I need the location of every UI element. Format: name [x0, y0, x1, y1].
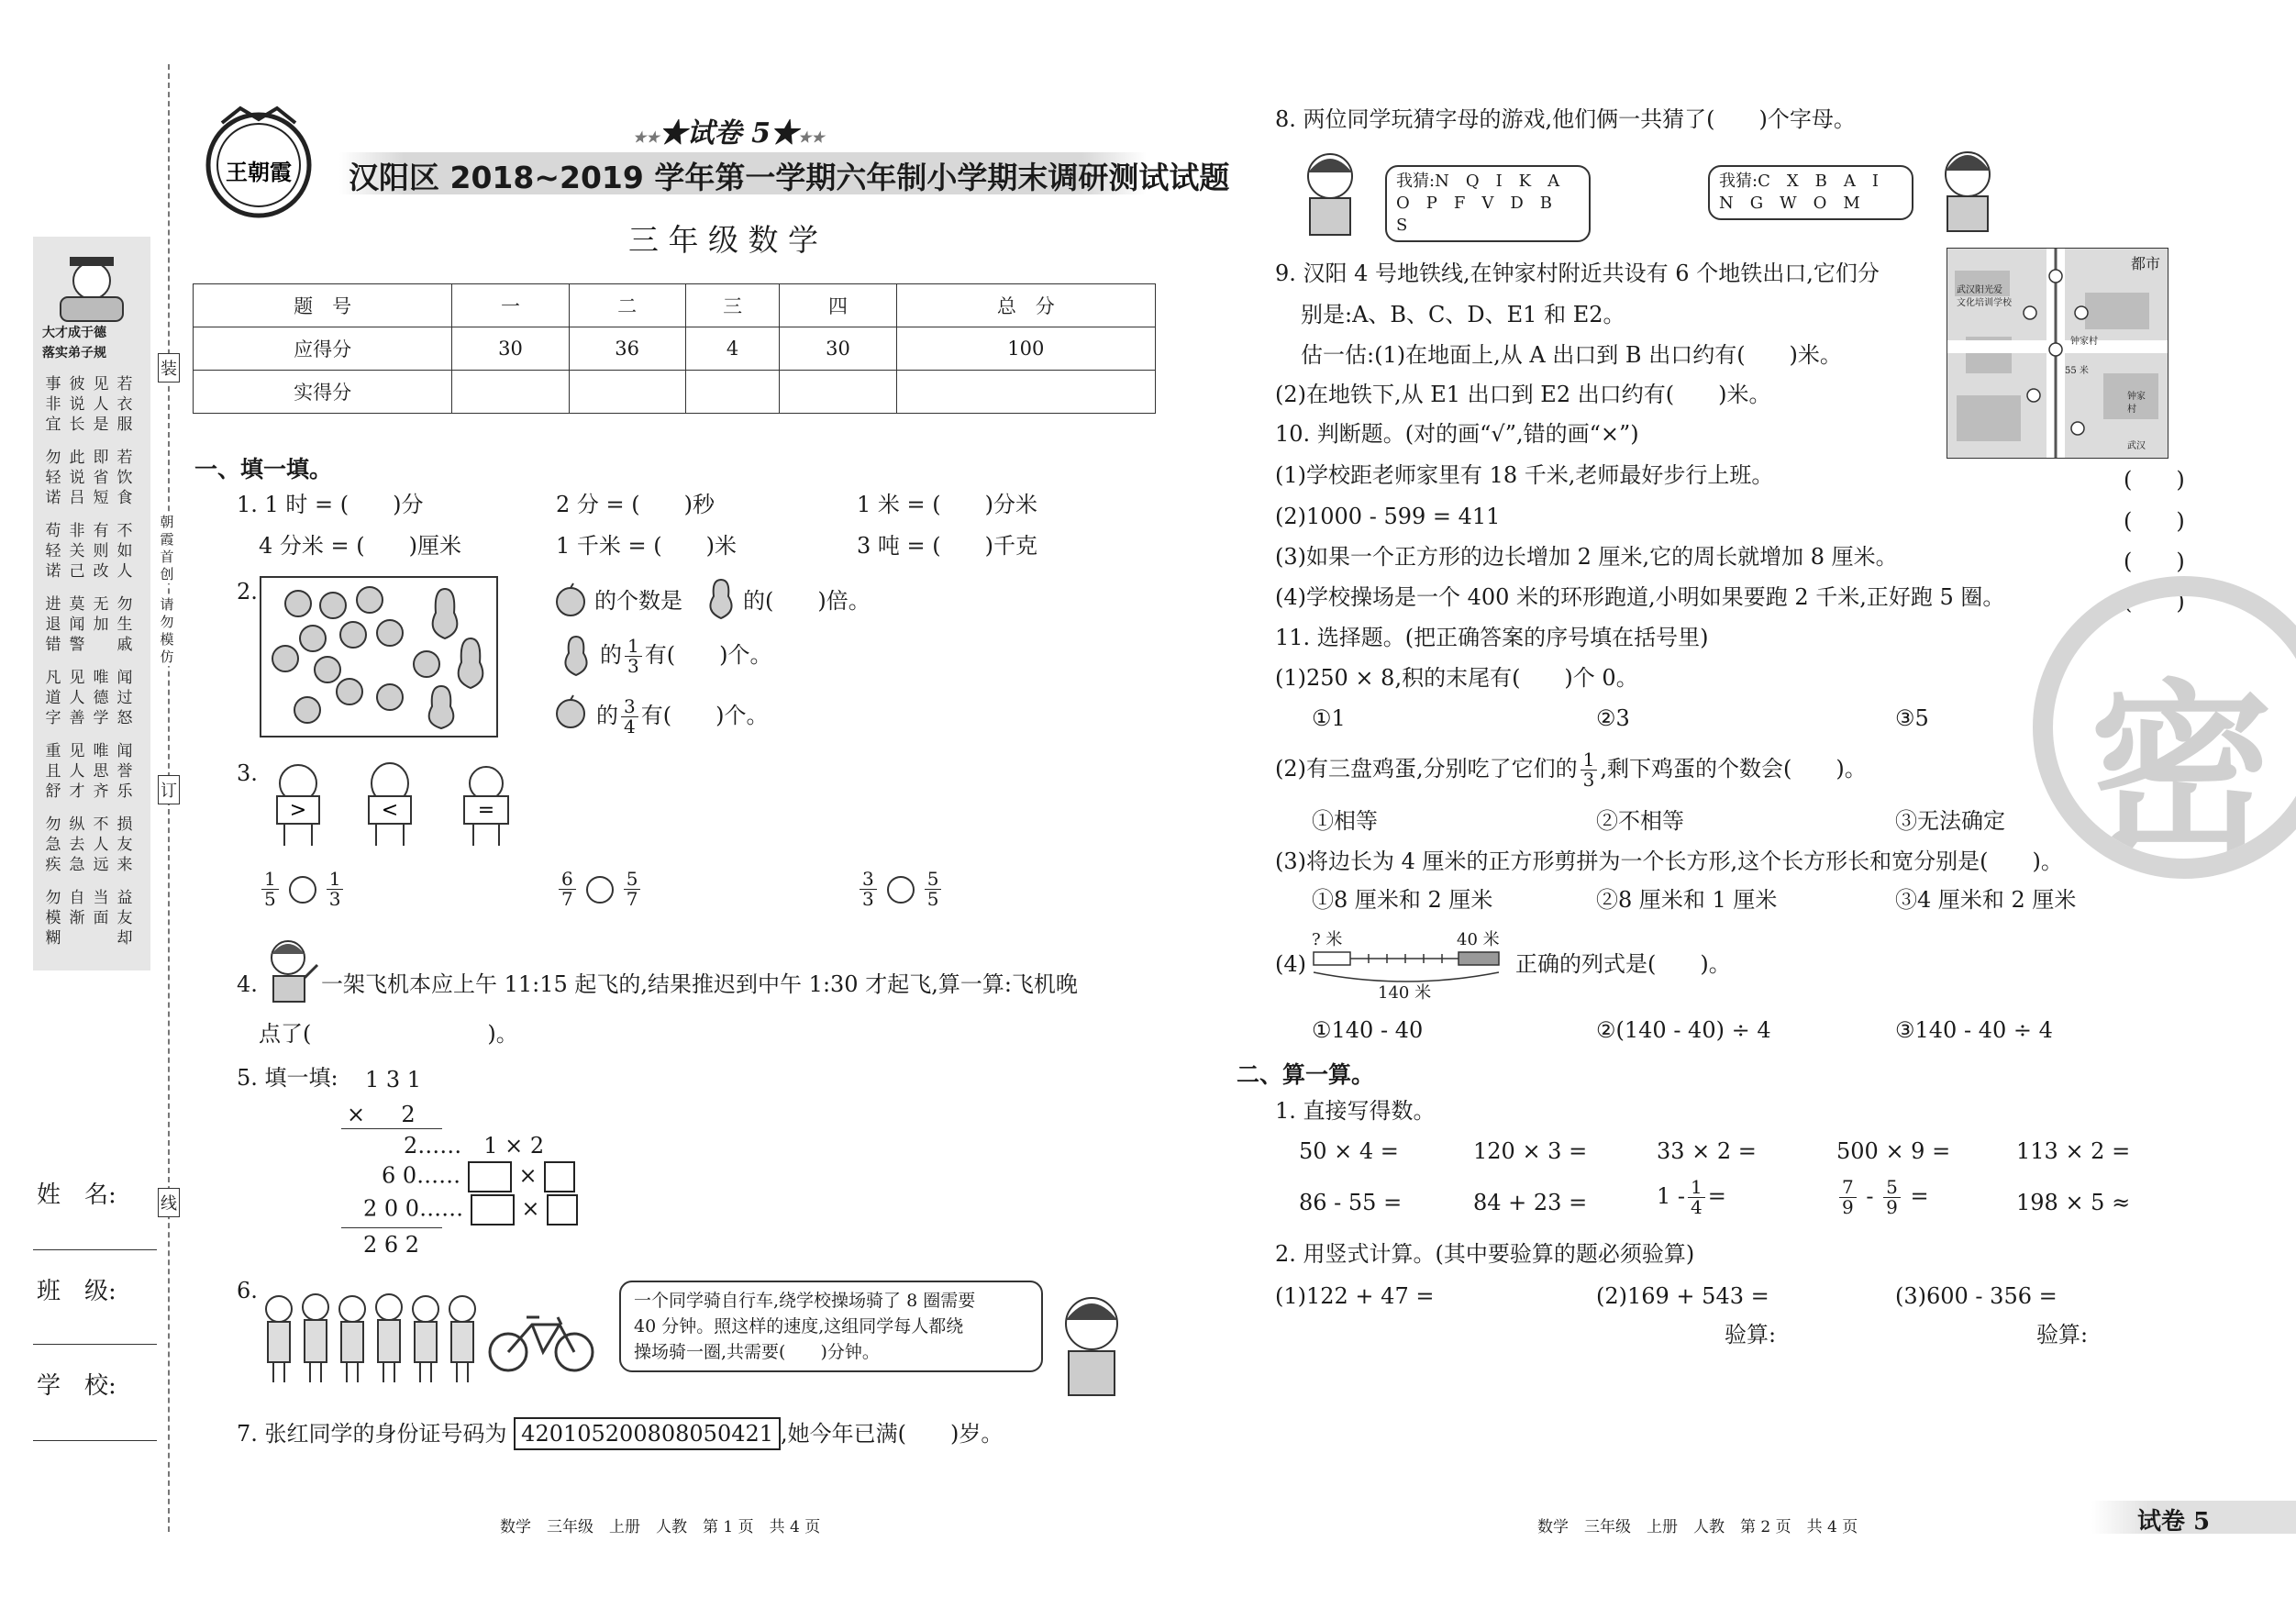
compare-circle[interactable]: [887, 876, 915, 904]
sidebar-column: 不如人: [116, 522, 133, 581]
fraction: $\frac{3}{4}$: [621, 697, 638, 737]
sidebar-column: 勿模糊: [45, 889, 61, 948]
q9-line1: 9. 汉阳 4 号地铁线,在钟家村附近共设有 6 个地铁出口,它们分: [1275, 261, 1880, 286]
q3-compare-3: [857, 870, 944, 909]
table-cell: 四: [780, 284, 896, 327]
sidebar-column: 彼说长: [69, 375, 85, 434]
q8-bubble-boy: [1385, 165, 1591, 242]
sidebar-column: 自渐: [69, 889, 85, 927]
fraction: $\frac{1}{3}$: [327, 870, 344, 909]
table-cell: 实得分: [194, 371, 452, 414]
sidebar-column: 纵去急: [69, 815, 85, 874]
calc-3: 33 × 2 =: [1657, 1138, 1757, 1164]
answer-box[interactable]: [544, 1161, 575, 1192]
boy-pointing-illustration: [257, 934, 321, 1007]
bubble-line: 一个同学骑自行车,绕学校操场骑了 8 圈需要: [634, 1291, 976, 1311]
sidebar-column: 当面: [93, 889, 109, 927]
sidebar-column: 凡道字: [45, 669, 61, 727]
q5-row5-text: 2 0 0……: [363, 1195, 464, 1222]
times-sign: ×: [518, 1162, 538, 1189]
sign-equal: =: [477, 799, 495, 822]
q2-line3: [596, 697, 768, 737]
times-sign: ×: [521, 1195, 540, 1222]
pear-icon: [558, 633, 594, 679]
q5-rule-2: [341, 1227, 442, 1228]
q5-label: 5. 填一填:: [237, 1065, 338, 1091]
segment-label-140: 140 米: [1378, 983, 1432, 1003]
q2-line2: [600, 637, 771, 676]
q11-s3: (3)将边长为 4 厘米的正方形剪拼为一个长方形,这个长方形长和宽分别是( )。: [1275, 848, 2063, 874]
q11-s1-opt-3: ③5: [1895, 705, 1929, 731]
sidebar-column: 苟轻诺: [45, 522, 61, 581]
apple-icon: [552, 693, 589, 730]
sidebar-column: 见人善: [69, 669, 85, 727]
bubble-line: O P F V D B S: [1396, 194, 1569, 235]
calc-4: 500 × 9 =: [1836, 1138, 1951, 1164]
calc-6: 86 - 55 =: [1299, 1190, 1403, 1215]
table-cell: 36: [569, 327, 685, 371]
section2-sub1: 1. 直接写得数。: [1275, 1098, 1436, 1124]
q11-s1-opt-2: ②3: [1596, 705, 1630, 731]
brand-logo: [194, 103, 323, 222]
apple-icon: [552, 582, 589, 618]
name-field[interactable]: [33, 1249, 157, 1250]
sidebar-column: 见人是: [93, 375, 109, 434]
map-label: 武汉: [2127, 441, 2146, 451]
fraction: $\frac{5}{7}$: [624, 870, 641, 909]
map-graphic: [1947, 249, 2168, 458]
score-input-cell[interactable]: [569, 371, 685, 414]
table-row: [194, 284, 1156, 327]
name-label: 姓 名:: [37, 1181, 116, 1209]
stamp-character: 密: [2090, 664, 2274, 878]
q3-compare-2: [556, 870, 643, 909]
compare-circle[interactable]: [289, 876, 316, 904]
sign-less: <: [381, 799, 399, 822]
table-cell: 一: [452, 284, 569, 327]
section2-title: 二、算一算。: [1237, 1061, 1375, 1088]
q2-line3-a: 的: [596, 703, 618, 728]
fraction: $\frac{3}{3}$: [860, 870, 877, 909]
sidebar-column: 唯德学: [93, 669, 109, 727]
q3-compare-1: [259, 870, 346, 909]
calc-8-a: 1 -: [1657, 1183, 1686, 1209]
motto-1: 大才成于德: [42, 326, 106, 340]
girl-illustration: [1050, 1289, 1133, 1399]
q11-s2: [1275, 750, 1867, 790]
logo-text: 王朝霞: [226, 159, 292, 185]
equals-sign: =: [1910, 1183, 1929, 1209]
segment-label-unknown: ? 米: [1312, 930, 1343, 949]
q1-c: 1 米 = ( )分米: [857, 492, 1037, 517]
q8-bubble-girl: [1708, 165, 1913, 220]
star-icon: ★★: [798, 128, 825, 146]
sidebar-column: 勿急疾: [45, 815, 61, 874]
q11-s2-opt-1: ①相等: [1312, 808, 1378, 834]
table-row: [194, 371, 1156, 414]
check-label-2: 验算:: [1725, 1322, 1777, 1347]
q2-line2-b: 有( )个。: [644, 642, 772, 668]
map-label: 55 米: [2065, 366, 2089, 376]
q11-s4-opt-3: ③140 - 40 ÷ 4: [1895, 1017, 2053, 1043]
sidebar-column: 重且舒: [45, 742, 61, 801]
q2-line1-b: 的( )倍。: [743, 588, 871, 614]
fraction: $\frac{5}{5}$: [925, 870, 942, 909]
vertical-note-zhuang: 装: [158, 353, 180, 383]
sidebar-column: 无加: [93, 595, 109, 634]
q5-row4-text: 6 0……: [382, 1162, 461, 1189]
sidebar-column: 不人远: [93, 815, 109, 874]
q5-row1: 1 3 1: [365, 1067, 422, 1092]
q7: [237, 1420, 1003, 1447]
table-cell: 题 号: [194, 284, 452, 327]
answer-box[interactable]: [468, 1161, 512, 1192]
secret-stamp: [2033, 576, 2296, 879]
calc-1: 50 × 4 =: [1299, 1138, 1399, 1164]
score-input-cell[interactable]: [685, 371, 780, 414]
q4-line1: 一架飞机本应上午 11:15 起飞的,结果推迟到中午 1:30 才起飞,算一算:飞机晚: [321, 971, 1078, 997]
section1-title: 一、填一填。: [194, 456, 333, 482]
sign-greater: >: [289, 799, 307, 822]
q1-a: 1. 1 时 = ( )分: [237, 492, 424, 517]
footer-tag: 试卷 5: [2137, 1508, 2211, 1536]
q10-item-3: (3)如果一个正方形的边长增加 2 厘米,它的周长就增加 8 厘米。: [1275, 544, 1898, 570]
motto-2: 落实弟子规: [42, 346, 106, 360]
map-label: 钟家村: [2070, 337, 2098, 347]
q11-s1: (1)250 × 8,积的末尾有( )个 0。: [1275, 665, 1638, 691]
q4-line2: 点了( )。: [259, 1021, 518, 1047]
sidebar-column: 若衣服: [116, 375, 133, 434]
school-field[interactable]: [33, 1440, 157, 1441]
q11-s4-opt-1: ①140 - 40: [1312, 1017, 1424, 1043]
q2-number: 2.: [237, 579, 258, 604]
sidebar-column: 事非宜: [45, 375, 61, 434]
bubble-line: 操场骑一圈,共需要( )分钟。: [634, 1342, 880, 1362]
children-group-illustration: [259, 1289, 479, 1399]
fraction: $\frac{1}{5}$: [261, 870, 279, 909]
q9-line2: 别是:A、B、C、D、E1 和 E2。: [1301, 302, 1625, 327]
vertical-note-xian: 线: [158, 1188, 180, 1217]
fraction: $\frac{1}{4}$: [1688, 1178, 1705, 1217]
map-label: 武汉阳光爱: [1957, 285, 2002, 295]
q10-paren-1[interactable]: ( ): [2124, 467, 2185, 493]
q2-line2-a: 的: [600, 642, 622, 668]
check-label-3: 验算:: [2036, 1322, 2089, 1347]
sidebar-column: 损友来: [116, 815, 133, 874]
footer-left: 数学 三年级 上册 人教 第 1 页 共 4 页: [500, 1518, 821, 1536]
q7-text-a: 7. 张红同学的身份证号码为: [237, 1421, 507, 1447]
score-input-cell[interactable]: [896, 371, 1155, 414]
animal-signs-illustration: [257, 760, 532, 851]
fraction: $\frac{1}{3}$: [1581, 750, 1598, 790]
map-label: 村: [2127, 405, 2136, 415]
minus-sign: -: [1866, 1183, 1874, 1209]
table-cell: 4: [685, 327, 780, 371]
q5-row2: × 2: [347, 1102, 416, 1127]
star-icon: ★★: [633, 128, 660, 146]
q3-number: 3.: [237, 760, 258, 786]
id-number-box: 420105200808050421: [514, 1417, 781, 1450]
segment-label-40: 40 米: [1457, 930, 1500, 949]
q5-rule-1: [341, 1128, 442, 1129]
section2-sub2: 2. 用竖式计算。(其中要验算的题必须验算): [1275, 1241, 1695, 1267]
q11-s2-opt-3: ③无法确定: [1895, 808, 2005, 834]
vertical-note-first: 朝霞首创: [156, 514, 178, 583]
sidebar-column: 闻过怒: [116, 669, 133, 727]
map-label: 都市: [2131, 255, 2161, 272]
bubble-line: 我猜:N Q I K A: [1396, 172, 1560, 191]
paper-number: ★★★试卷 5★★★: [633, 117, 825, 150]
calc-7: 84 + 23 =: [1473, 1190, 1588, 1215]
fruit-box: [260, 576, 498, 738]
score-input-cell[interactable]: [780, 371, 896, 414]
bubble-line: 40 分钟。照这样的速度,这组同学每人都绕: [634, 1316, 964, 1336]
calc-5: 113 × 2 =: [2016, 1138, 2131, 1164]
sidebar-motto-panel: [33, 237, 150, 970]
subject-title: 三 年 级 数 学: [628, 222, 818, 258]
q10-paren-4[interactable]: ( ): [2124, 589, 2185, 615]
sidebar-column: 此说吕: [69, 449, 85, 507]
calc-10: 198 × 5 ≈: [2016, 1190, 2131, 1215]
q1-d: 4 分米 = ( )厘米: [259, 533, 461, 559]
q10-item-4: (4)学校操场是一个 400 米的环形跑道,小明如果要跑 2 千米,正好跑 5 圈。: [1275, 584, 2005, 610]
fraction: $\frac{6}{7}$: [559, 870, 576, 909]
vertical-note-ding: 订: [158, 775, 180, 804]
vertical-calc-3: (3)600 - 356 =: [1895, 1283, 2058, 1309]
q5-row3: 2…… 1 × 2: [404, 1133, 545, 1159]
q11-s2-b: ,剩下鸡蛋的个数会( )。: [1600, 756, 1867, 782]
map-label: 钟家: [2127, 392, 2146, 402]
q11-s1-opt-1: ①1: [1312, 705, 1346, 731]
q2-line3-b: 有( )个。: [640, 703, 769, 728]
bicycle-illustration: [486, 1303, 596, 1376]
q11-s3-opt-1: ①8 厘米和 2 厘米: [1312, 887, 1493, 913]
fraction: $\frac{1}{3}$: [625, 637, 642, 676]
calc-8: [1657, 1178, 1726, 1217]
bubble-line: N G W O M: [1719, 194, 1860, 213]
q11-title: 11. 选择题。(把正确答案的序号填在括号里): [1275, 625, 1709, 650]
q6-number: 6.: [237, 1278, 258, 1303]
q1-b: 2 分 = ( )秒: [556, 492, 715, 517]
sidebar-column: 莫闻警: [69, 595, 85, 654]
answer-box[interactable]: [547, 1194, 578, 1225]
sidebar-column: 闻誉乐: [116, 742, 133, 801]
segment-diagram: [1312, 926, 1504, 1003]
girl-illustration: [1931, 143, 2004, 235]
q10-paren-3[interactable]: ( ): [2124, 549, 2185, 574]
sidebar-column: 即省短: [93, 449, 109, 507]
table-cell: 30: [780, 327, 896, 371]
q1-e: 1 千米 = ( )米: [556, 533, 737, 559]
compare-circle[interactable]: [586, 876, 614, 904]
fraction: $\frac{5}{9}$: [1883, 1178, 1901, 1217]
scholar-illustration: [33, 244, 150, 327]
vertical-note-second: 请勿模仿: [156, 596, 178, 666]
q7-text-b: ,她今年已满( )岁。: [781, 1421, 1004, 1447]
calc-8-b: =: [1707, 1183, 1726, 1209]
q9-line4: (2)在地铁下,从 E1 出口到 E2 出口约有( )米。: [1275, 382, 1771, 407]
fraction: $\frac{7}{9}$: [1839, 1178, 1857, 1217]
q10-title: 10. 判断题。(对的画“√”,错的画“×”): [1275, 421, 1639, 447]
sidebar-column: 勿轻诺: [45, 449, 61, 507]
table-cell: 二: [569, 284, 685, 327]
pear-icon: [703, 576, 739, 622]
q11-s3-opt-3: ③4 厘米和 2 厘米: [1895, 887, 2077, 913]
q5-row6: 2 6 2: [363, 1232, 420, 1258]
q1-f: 3 吨 = ( )千克: [857, 533, 1037, 559]
table-cell: 30: [452, 327, 569, 371]
score-table: [193, 283, 1156, 414]
school-label: 学 校:: [37, 1372, 116, 1400]
sidebar-column: 益友却: [116, 889, 133, 948]
q2-line1-a: 的个数是: [594, 588, 682, 614]
answer-box[interactable]: [471, 1194, 515, 1225]
q8-text: 8. 两位同学玩猜字母的游戏,他们俩一共猜了( )个字母。: [1275, 106, 1856, 132]
table-cell: 应得分: [194, 327, 452, 371]
q11-s2-opt-2: ②不相等: [1596, 808, 1684, 834]
map-label: 文化培训学校: [1957, 298, 2012, 308]
metro-map: [1947, 248, 2168, 459]
table-cell: 总 分: [896, 284, 1155, 327]
table-row: [194, 327, 1156, 371]
exam-title: 汉阳区 2018~2019 学年第一学期六年制小学期末调研测试试题: [349, 160, 1230, 195]
sidebar-column: 见人才: [69, 742, 85, 801]
q11-s4-number: (4): [1275, 951, 1306, 977]
sidebar-column: 勿生戚: [116, 595, 133, 654]
q4-number: 4.: [237, 971, 258, 997]
calc-2: 120 × 3 =: [1473, 1138, 1588, 1164]
table-cell: 三: [685, 284, 780, 327]
sidebar-column: 若饮食: [116, 449, 133, 507]
score-input-cell[interactable]: [452, 371, 569, 414]
table-cell: 100: [896, 327, 1155, 371]
sidebar-column: 非关己: [69, 522, 85, 581]
q11-s2-a: (2)有三盘鸡蛋,分别吃了它们的: [1275, 756, 1578, 782]
fruit-illustration: [261, 578, 496, 736]
class-field[interactable]: [33, 1344, 157, 1345]
q11-s4-opt-2: ②(140 - 40) ÷ 4: [1596, 1017, 1771, 1043]
vertical-calc-2: (2)169 + 543 =: [1596, 1283, 1769, 1309]
sidebar-column: 进退错: [45, 595, 61, 654]
q6-speech-bubble: [619, 1281, 1043, 1372]
vertical-calc-1: (1)122 + 47 =: [1275, 1283, 1435, 1309]
sidebar-column: 唯思齐: [93, 742, 109, 801]
footer-right: 数学 三年级 上册 人教 第 2 页 共 4 页: [1537, 1518, 1858, 1536]
q11-s4-text: 正确的列式是( )。: [1515, 951, 1731, 977]
q5-row5: [363, 1194, 578, 1225]
boy-illustration: [1295, 147, 1369, 238]
class-label: 班 级:: [37, 1278, 116, 1305]
q9-line3: 估一估:(1)在地面上,从 A 出口到 B 出口约有( )米。: [1301, 342, 1842, 368]
q10-item-1: (1)学校距老师家里有 18 千米,老师最好步行上班。: [1275, 462, 1774, 488]
q5-row4: [382, 1161, 575, 1192]
calc-9: [1836, 1178, 1929, 1217]
q11-s3-opt-2: ②8 厘米和 1 厘米: [1596, 887, 1778, 913]
q10-item-2: (2)1000 - 599 = 411: [1275, 504, 1501, 529]
q10-paren-2[interactable]: ( ): [2124, 508, 2185, 534]
sidebar-column: 有则改: [93, 522, 109, 581]
bubble-line: 我猜:C X B A I: [1719, 172, 1879, 191]
